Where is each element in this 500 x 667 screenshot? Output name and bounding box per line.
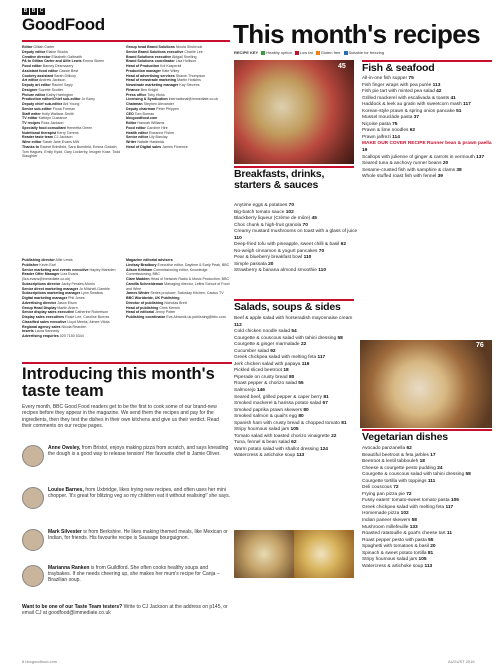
tester-louise: Louise Barnes, from Uxbridge, likes trying new recipes, and often uses her mini chopper. 'It's great for blitzing veg so my children eat it without realising!' she says. xyxy=(22,487,232,509)
staff-entry: Production manager Kate Wiley xyxy=(126,68,180,73)
staff-entry: Health editor Roxanne Fisher xyxy=(126,130,175,135)
staff-entry: Deputy chairman Peter Phippen xyxy=(126,106,179,111)
food-photo-breakfast xyxy=(234,60,354,164)
staff-entry: Subscriptions director Jacky Perales-Morris xyxy=(22,281,95,286)
recipe-entry: Jerk chicken salad with papaya 116 xyxy=(234,361,310,367)
staff-entry: Alison Kirkham Commissioning editor, Knowledge Commissioning, BBC xyxy=(126,267,208,277)
recipe-entry: Roast pepper pesto with pasta 55 xyxy=(362,537,434,543)
staff-entry: Assistant food editor Cassie Best xyxy=(22,68,79,73)
staff-entry: Editor Gillian Carter xyxy=(22,45,55,49)
staff-list-editorial xyxy=(22,45,125,159)
staff-entry: Advertising director Jason Elson xyxy=(22,300,77,305)
staff-entry: Head of Production Kol Kasperidi xyxy=(126,64,182,68)
breakfast-list xyxy=(234,203,358,275)
food-photo-salad xyxy=(234,530,294,578)
salads-list xyxy=(234,316,358,460)
goodfood-logo: GoodFood xyxy=(22,15,105,34)
recipe-entry: Smoked salmon & quail's egg 80 xyxy=(234,414,304,420)
food-photo-soup xyxy=(294,530,354,578)
recipe-entry: Seared beef, grilled pepper & caper berry 81 xyxy=(234,394,329,400)
recipe-entry: Salmorejo 146 xyxy=(234,388,265,394)
staff-entry: Licensing & Syndication international@immediate.co.uk xyxy=(126,97,219,102)
taste-team-callout: Want to be one of our Taste Team testers? Write to CJ Jackson at the address on p145, or email CJ at goodfood@immediate.co.uk xyxy=(22,604,228,617)
footer-left: 8 bbcgoodfood.com xyxy=(22,659,58,664)
staff-entry: Chairman Stephen Alexander xyxy=(126,102,174,106)
masthead xyxy=(22,8,105,34)
section-breakfasts: Breakfasts, drinks, starters & sauces xyxy=(234,168,325,191)
staff-entry: Reader Offer Manager Liza Evans (liza.evans@immediate.co.uk) xyxy=(22,272,79,281)
staff-entry: Writer Natalie Hardwick xyxy=(126,140,165,144)
recipe-entry: Cucumber salad 92 xyxy=(234,348,276,354)
recipe-entry: Deep-fried tofu with pineapple, sweet chilli & basil 92 xyxy=(234,242,346,248)
staff-entry: Staff writer Holly Wallace-Smith xyxy=(22,111,74,116)
staff-entry: Director of publishing Nicholas Brett xyxy=(126,300,187,305)
staff-entry: Newstrade marketing manager Kay Stevens xyxy=(126,83,200,87)
recipe-entry: Cold chicken noodle salad 54 xyxy=(234,329,297,335)
recipe-key: RECIPE KEY Healthy option Low fat Gluten free Suitable for freezing xyxy=(234,50,385,55)
staff-list-publishing xyxy=(22,258,125,339)
recipe-entry: Niçoise pasta 75 xyxy=(362,121,398,127)
recipe-entry: Courgette & couscous salad with tahini dressing 58 xyxy=(234,335,343,341)
staff-entry: Food editor Caroline Hire xyxy=(126,125,168,130)
staff-entry: Senior sub-editor Fiona Forman xyxy=(22,106,76,111)
staff-entry: bbcgoodfood.com xyxy=(126,116,158,121)
staff-entry: Creative director Elizabeth Galbraith xyxy=(22,54,82,59)
staff-entry: Clare Madden Head of Network Radio & Music Production, BBC xyxy=(126,277,230,281)
recipe-entry: Indian paneer skewers 58 xyxy=(362,518,417,524)
recipe-entry: Pickled sliced beetroot 18 xyxy=(234,368,289,374)
recipe-entry: Creamy mustard mushrooms on toast with a glass of juice 110 xyxy=(234,229,358,241)
recipe-entry: Spanish ham with crusty bread & chopped tomato 81 xyxy=(234,420,347,426)
intro-title: Introducing this month's taste team xyxy=(22,365,215,400)
recipe-entry: Whole stuffed roast fish with fennel 39 xyxy=(362,174,443,180)
staff-entry: Press office Toby Hicks xyxy=(126,92,165,97)
tester-photo xyxy=(22,565,44,587)
recipe-entry: Watercress & artichoke soup 113 xyxy=(234,453,305,459)
healthy-swatch xyxy=(261,51,265,55)
recipe-entry: Courgette tortilla with toppings 111 xyxy=(362,478,436,484)
staff-entry: Magazine editorial advisers xyxy=(126,258,173,262)
staff-entry: Inserts Laura Kennedy xyxy=(22,329,60,334)
staff-entry: Senior direct marketing manager Jo Mitchell-Gamble xyxy=(22,286,110,291)
recipe-entry: Stripy houmous salad jars 105 xyxy=(234,427,299,433)
tester-photo xyxy=(22,487,44,509)
staff-entry: Senior display sales executive Catherine Robertson xyxy=(22,310,109,315)
recipe-entry: Homemade pizza 102 xyxy=(362,511,409,517)
section-salads: Salads, soups & sides xyxy=(234,301,341,313)
staff-entry: PA to Gillian Carter and Alfie Lewis Emma Skeen xyxy=(22,59,105,64)
freezing-swatch xyxy=(344,51,348,55)
recipe-entry: Avocado panzanella 62 xyxy=(362,446,412,451)
staff-entry: Nutritional therapist Kerry Torrens xyxy=(22,130,79,135)
staff-entry: BBC Worldwide, UK Publishing xyxy=(126,296,180,300)
recipe-entry: Greek chickpea salad with melting feta 117 xyxy=(362,504,454,510)
staff-entry: Designer Suzette Scotter xyxy=(22,87,63,92)
tester-marianna: Marianna Ranken is from Guildford. She often cooks healthy soups and traybakes. If she needs cheering up, she makes her mum's recipe for Canja – Brazilian soup. xyxy=(22,565,232,587)
staff-entry: Publisher Kevin Earl xyxy=(22,262,56,267)
staff-entry: Cookery assistant Sarah Dillicoy xyxy=(22,73,76,78)
recipe-entry: Fish pie tart with minted pea salad 42 xyxy=(362,89,442,95)
staff-entry: Deputy chief sub-editor Ant Young xyxy=(22,102,80,106)
staff-entry: Subscriptions marketing manager Lynn Swallow xyxy=(22,291,103,296)
staff-entry: Classified sales executive Lloyd Meeks, Aimee Vitola xyxy=(22,319,110,324)
staff-entry: TV recipes Ross Jackson xyxy=(22,121,64,125)
staff-entry: James Winter Series producer, Saturday Kitchen, Cactus TV xyxy=(126,291,224,296)
recipe-entry: Watercress & artichoke soup 113 xyxy=(362,563,433,569)
staff-entry: Reader taste team CJ Jackson xyxy=(22,135,73,140)
intro-body: Every month, BBC Good Food readers get to be the first to cook some of our brand-new recipes before they appear in the magazine. We send them the recipes and pay for the ingredients, then they test the dishes in their own kitchens and give us their verdict. Read their comments on our recipe pages. xyxy=(22,404,220,430)
recipe-entry: Smoked mackerel & harissa potato salad 57 xyxy=(234,401,328,407)
recipe-entry: Deli couscous 72 xyxy=(362,485,399,491)
staff-list-brand xyxy=(126,45,231,150)
vegetarian-list xyxy=(362,446,494,570)
photo-page-number: 76 xyxy=(476,342,484,349)
recipe-entry: Pear & blueberry breakfast bowl 110 xyxy=(234,255,312,261)
section-vegetarian: Vegetarian dishes xyxy=(362,431,448,443)
staff-entry: Display sales executives Rosie Lee, Caroline Burrow xyxy=(22,315,110,319)
staff-entry: Camilla Schneideman Managing director, Leiths School of Food and Wine xyxy=(126,281,230,291)
recipe-entry: Beetroot & lentil tabbouleh 18 xyxy=(362,459,425,465)
staff-entry: Head of newstrade marketing Martin Hoskins xyxy=(126,78,201,83)
recipe-entry: Haddock & leek au gratin with sweetcorn mash 117 xyxy=(362,102,471,108)
recipe-entry: MAKE OUR COVER RECIPE Runner bean & prawn paella 19 xyxy=(362,141,492,154)
recipe-entry: Mushroom millefeuille 133 xyxy=(362,524,418,530)
staff-entry: Senior Brand Solutions executive Charlie Lee xyxy=(126,49,203,54)
recipe-entry: Simple passata 20 xyxy=(234,261,274,267)
recipe-entry: Fussy eaters' tomato-sweet tomato pasta 105 xyxy=(362,498,459,504)
recipe-entry: Choc chunk & high-fruit granola 70 xyxy=(234,222,308,228)
recipe-entry: No-weigh cinnamon & yogurt pancakes 70 xyxy=(234,248,325,254)
staff-entry: Regional agency sales Nicola Rearden xyxy=(22,324,87,329)
staff-entry: Advertising enquiries 020 7150 5344 xyxy=(22,334,84,338)
staff-entry: Deputy art editor Rachel Sayly xyxy=(22,83,73,87)
recipe-entry: Smoked paprika prawn skewers 80 xyxy=(234,407,309,413)
recipe-entry: Greek chickpea salad with melting feta 117 xyxy=(234,355,326,361)
photo-page-number: 45 xyxy=(338,63,346,70)
recipe-entry: Sesame-crusted fish with samphire & clams 38 xyxy=(362,167,462,173)
tester-photo xyxy=(22,529,44,551)
staff-entry: Digital marketing manager Phil Jones xyxy=(22,296,85,300)
recipe-entry: Courgette & couscous salad with tahini dressing 58 xyxy=(362,472,471,478)
recipe-entry: Roast pepper & chorizo salad 55 xyxy=(234,381,304,387)
footer-right: AUGUST 2016 xyxy=(448,659,475,664)
staff-entry: Specialty food consultant Henrietta Green xyxy=(22,125,93,130)
tester-mark: Mark Silvester is from Berkshire. He likes making themed meals, like Mexican or Indian, for friends. His favourite recipe is Sausage bourguignon. xyxy=(22,529,232,551)
staff-entry: Wine editor Sarah Jane Evans MW xyxy=(22,140,80,144)
staff-entry: Lindsay Bradbury Executive editor, Daytime & Early Peak, BBC xyxy=(126,262,230,267)
recipe-entry: Scallops with julienne of ginger & carrots in vermouth 137 xyxy=(362,154,485,160)
recipe-entry: Warm potato salad with shallot dressing 124 xyxy=(234,446,328,452)
recipe-entry: Cheese & courgette pesto pudding 24 xyxy=(362,465,443,471)
low-fat-swatch xyxy=(295,51,299,55)
recipe-entry: Stripy houmous salad jars 105 xyxy=(362,557,427,563)
recipe-entry: Tomato salad with toasted chorizo vinaigrette 22 xyxy=(234,433,337,439)
bbc-logo: B B C xyxy=(23,8,44,14)
intro-divider xyxy=(22,362,232,364)
recipe-entry: Spaghetti with tomatoes & basil 20 xyxy=(362,544,436,550)
staff-list-advisers xyxy=(126,258,231,320)
staff-entry: Production editor/Chief sub-editor Jo Barry xyxy=(22,97,95,102)
section-fish: Fish & seafood xyxy=(362,62,435,74)
recipe-entry: Strawberry & banana almond smoothie 110 xyxy=(234,268,327,274)
staff-entry: Thanks to Rachel Brimfield, Sara Buenfeld, Emma Godwin, Tom Hagues, Emily Kydd, Gary Lockerby, Imogen Kose, Todd Slaughter xyxy=(22,144,121,159)
staff-entry: Art editor Andrew Jackson xyxy=(22,78,66,83)
staff-entry: Publishing coordinator Eva Abramik uk.publishing@bbc.com xyxy=(126,315,226,319)
recipe-entry: Fish finger wraps with pea purée 113 xyxy=(362,82,441,88)
tester-photo xyxy=(22,445,44,467)
recipe-entry: All-in-one fish supper 75 xyxy=(362,76,414,81)
staff-entry: TV editor Kathryn Custance xyxy=(22,116,68,121)
recipe-entry: Tuna, fennel & bean salad 62 xyxy=(234,440,297,446)
recipe-entry: Frying pan pizza pie 72 xyxy=(362,491,412,497)
staff-entry: Publishing director Alfie Lewis xyxy=(22,258,73,262)
staff-entry: Head of editorial Jenny Potter xyxy=(126,310,176,315)
staff-entry: Head of advertising services Sharon Thompson xyxy=(126,73,206,78)
recipes-title: This month's recipes xyxy=(233,19,481,49)
staff-entry: Head of Digital sales James Florence xyxy=(126,144,188,149)
staff-entry: Picture editor Kathy Harrington xyxy=(22,92,74,97)
recipe-entry: Beef & apple salad with horseradish mayonnaise cream 112 xyxy=(234,316,353,328)
recipe-entry: Blackberry liqueur (Crème de mûre) 45 xyxy=(234,216,317,222)
staff-entry: Group head Brand Solutions Nicola Shubrook xyxy=(126,45,203,49)
masthead-divider xyxy=(22,40,230,42)
staff-entry: Deputy editor Elaine Stocks xyxy=(22,49,68,54)
staff-entry: Senior marketing and events executive Hayley Marsden xyxy=(22,267,116,272)
staff-entry: Brand Solutions executive Abigail Snelling xyxy=(126,54,197,59)
staff-entry: CEO Tom Bureau xyxy=(126,111,155,116)
gluten-free-swatch xyxy=(316,51,320,55)
food-photo-vegetarian xyxy=(360,340,492,428)
staff-entry: Group Head Display Martin Ahern xyxy=(22,305,78,310)
recipe-entry: Piperade on crusty bread 80 xyxy=(234,374,295,380)
recipe-entry: Spinach & sweet potato tortilla 81 xyxy=(362,550,434,556)
recipe-entry: Anytime eggs & potatoes 70 xyxy=(234,203,295,208)
recipe-entry: Roasted ratatouille & goat's cheese tart 11 xyxy=(362,531,452,537)
tester-anne: Anne Owsley, from Bristol, enjoys making pizza from scratch, and says kneading the dough is a good way to release tension! Her favourite chef is Jamie Oliver. xyxy=(22,445,232,467)
recipe-entry: Grilled mackerel with escalivada & toasts 41 xyxy=(362,95,456,101)
staff-entry: Senior editor Lily Barclay xyxy=(126,135,168,140)
recipe-entry: Seared tuna & anchovy runner beans 20 xyxy=(362,161,449,167)
recipe-entry: Big-batch tomato sauce 102 xyxy=(234,209,294,215)
recipe-entry: Beautiful beetroot & feta jarbles 17 xyxy=(362,452,436,458)
recipe-entry: Korean-style prawn & spring onion pancake 51 xyxy=(362,108,462,114)
staff-entry: Head of publishing Chris Kerwin xyxy=(126,305,180,310)
recipe-entry: Courgette & ginger marmalade 22 xyxy=(234,342,307,348)
staff-entry: Finance Ben Knight xyxy=(126,87,159,92)
recipe-entry: Prawn & lime noodles 62 xyxy=(362,128,416,134)
staff-entry: Editor Hannah Williams xyxy=(126,121,165,125)
recipe-entry: Mussel moucláde pasta 37 xyxy=(362,115,420,121)
staff-entry: Food editor Barney Desmazery xyxy=(22,64,74,68)
staff-entry: Brand Solutions coordinator Lisa Hollison xyxy=(126,59,197,64)
fish-list xyxy=(362,76,494,181)
recipe-entry: Prawn jalfrezi 114 xyxy=(362,134,400,140)
